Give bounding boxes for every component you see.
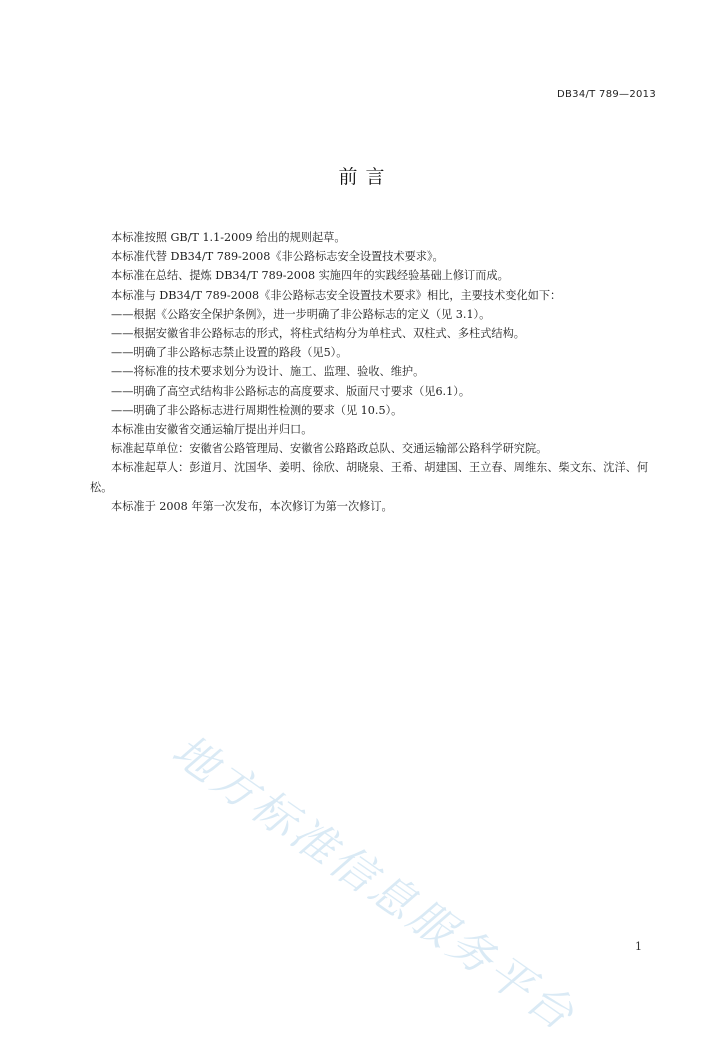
paragraph-drafters: 本标准起草人：彭道月、沈国华、姜明、徐欣、胡晓泉、王希、胡建国、王立春、周维东、柴文东、沈洋、何松。 [90, 461, 649, 494]
body-text [90, 228, 660, 516]
change-item-structure: ——根据安徽省非公路标志的形式，将柱式结构分为单柱式、双柱式、多柱式结构。 [111, 327, 525, 341]
page-title: 前 言 [338, 166, 386, 188]
change-item-periodic-inspection: ——明确了非公路标志进行周期性检测的要求（见 10.5）。 [111, 403, 403, 417]
change-item-height-requirements: ——明确了高空式结构非公路标志的高度要求、版面尺寸要求（见6.1）。 [111, 384, 471, 398]
document-code: DB34/T 789—2013 [557, 89, 656, 100]
paragraph-drafting-units: 标准起草单位：安徽省公路管理局、安徽省公路路政总队、交通运输部公路科学研究院。 [111, 442, 548, 456]
change-item-definition: ——根据《公路安全保护条例》，进一步明确了非公路标志的定义（见 3.1）。 [111, 307, 491, 321]
watermark: 地方标准信息服务平台 [162, 724, 586, 1042]
change-item-technical-requirements: ——将标准的技术要求划分为设计、施工、监理、验收、维护。 [111, 365, 425, 379]
paragraph-revision-basis: 本标准在总结、提炼 DB34/T 789-2008 实施四年的实践经验基础上修订而成。 [111, 269, 509, 283]
change-item-prohibited-sections: ——明确了非公路标志禁止设置的路段（见5）。 [111, 346, 348, 360]
paragraph-publication-history: 本标准于 2008 年第一次发布，本次修订为第一次修订。 [111, 499, 393, 513]
paragraph-main-changes: 本标准与 DB34/T 789-2008《非公路标志安全设置技术要求》相比，主要技术变化如下： [111, 288, 562, 302]
page-number: 1 [635, 940, 642, 953]
paragraph-replaces: 本标准代替 DB34/T 789-2008《非公路标志安全设置技术要求》。 [111, 250, 444, 264]
paragraph-proposed-by: 本标准由安徽省交通运输厅提出并归口。 [111, 423, 313, 437]
paragraph-drafting-rule: 本标准按照 GB/T 1.1-2009 给出的规则起草。 [111, 231, 346, 244]
